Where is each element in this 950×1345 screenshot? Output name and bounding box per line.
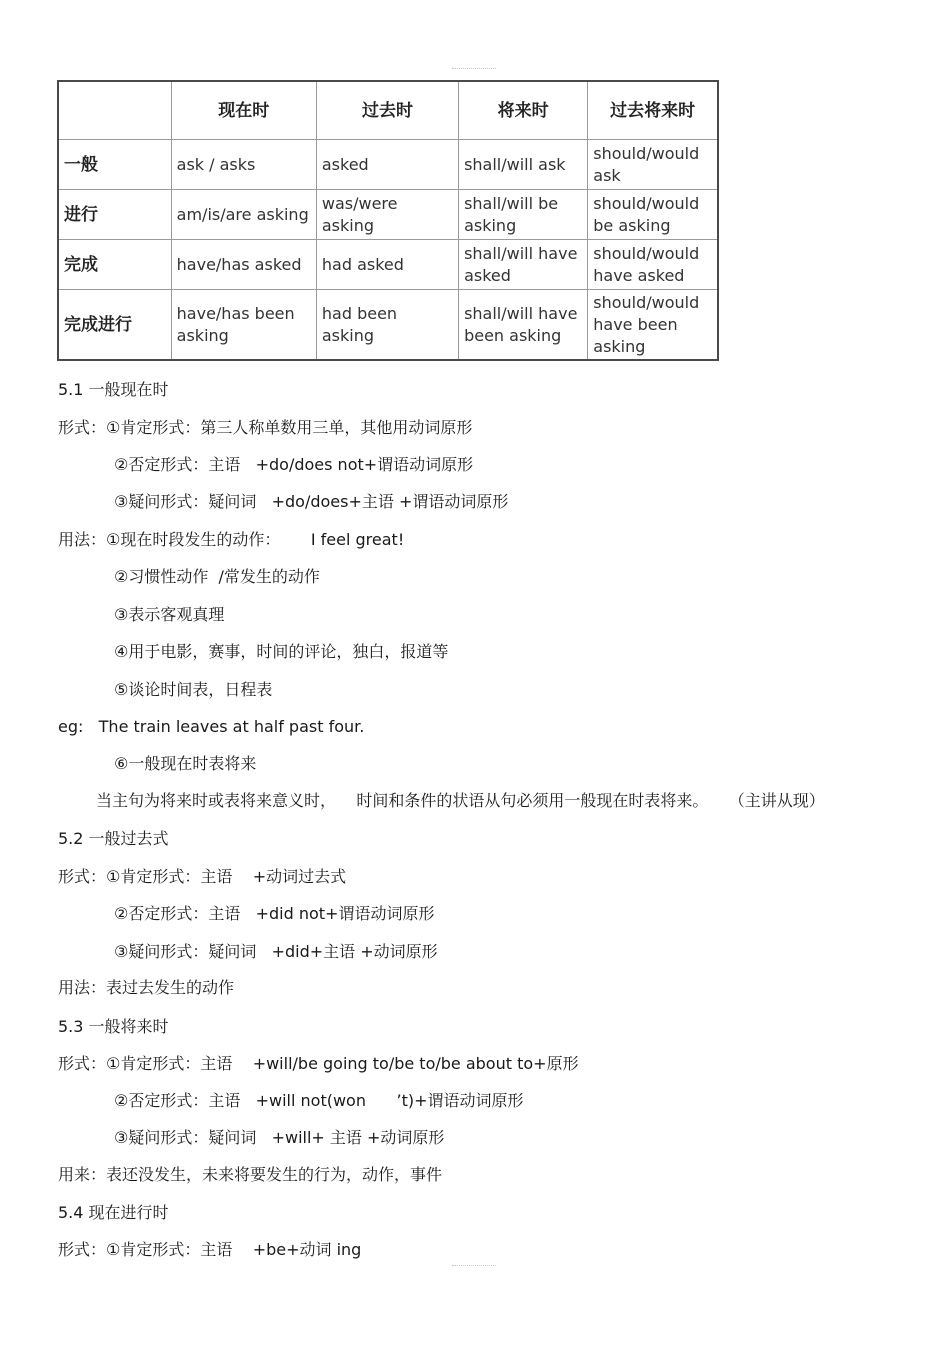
text-line: 当主句为将来时或表将来意义时， 时间和条件的状语从句必须用一般现在时表将来。 （主讲从现） (96, 791, 825, 810)
table-row (58, 240, 718, 290)
table-row (58, 140, 718, 190)
table-cell: should/would have asked (588, 240, 718, 290)
section-heading-5-2: 5.2 一般过去式 (58, 829, 169, 848)
page-marker-top (452, 68, 496, 71)
text-line: ③疑问形式：疑问词 +will+ 主语 +动词原形 (114, 1128, 445, 1147)
table-header-cell: 过去时 (316, 81, 458, 140)
text-line: ③疑问形式：疑问词 +did+主语 +动词原形 (114, 942, 438, 961)
text-line: ②否定形式：主语 +did not+谓语动词原形 (114, 904, 435, 923)
table-header-row (58, 81, 718, 140)
text-line: ③表示客观真理 (114, 605, 225, 624)
table-cell: have/has asked (171, 240, 316, 290)
row-heading: 进行 (58, 190, 171, 240)
table-cell: was/were asking (316, 190, 458, 240)
table-row (58, 190, 718, 240)
text-line: ②否定形式：主语 +do/does not+谓语动词原形 (114, 455, 474, 474)
table-cell: shall/will ask (459, 140, 588, 190)
text-line: ⑥一般现在时表将来 (114, 754, 257, 773)
text-line: 形式：①肯定形式：第三人称单数用三单，其他用动词原形 (58, 418, 473, 437)
section-heading-5-3: 5.3 一般将来时 (58, 1017, 169, 1036)
example-line: eg: The train leaves at half past four. (58, 717, 365, 736)
table-header-cell: 将来时 (459, 81, 588, 140)
table-cell: had asked (316, 240, 458, 290)
section-heading-5-4: 5.4 现在进行时 (58, 1203, 169, 1222)
tense-table (57, 80, 719, 361)
row-heading: 完成进行 (58, 290, 171, 361)
table-cell: should/would be asking (588, 190, 718, 240)
table-cell: shall/will be asking (459, 190, 588, 240)
text-line: 用法：表过去发生的动作 (58, 978, 235, 997)
table-header-cell (58, 81, 171, 140)
text-line: ④用于电影，赛事，时间的评论，独白，报道等 (114, 642, 449, 661)
table-cell: ask / asks (171, 140, 316, 190)
text-line: 用法：①现在时段发生的动作： I feel great! (58, 530, 405, 549)
text-line: ②否定形式：主语 +will not(won ’t)+谓语动词原形 (114, 1091, 524, 1110)
table-cell: asked (316, 140, 458, 190)
page-marker-bottom (452, 1265, 496, 1268)
text-line: ⑤谈论时间表，日程表 (114, 680, 273, 699)
table-cell: shall/will have asked (459, 240, 588, 290)
row-heading: 一般 (58, 140, 171, 190)
table-cell: had been asking (316, 290, 458, 361)
table-cell: should/would have been asking (588, 290, 718, 361)
table-header-cell: 现在时 (171, 81, 316, 140)
text-line: ③疑问形式：疑问词 +do/does+主语 +谓语动词原形 (114, 492, 509, 511)
text-line: 形式：①肯定形式：主语 +will/be going to/be to/be about to+原形 (58, 1054, 579, 1073)
table-header-cell: 过去将来时 (588, 81, 718, 140)
table-cell: have/has been asking (171, 290, 316, 361)
section-heading-5-1: 5.1 一般现在时 (58, 380, 169, 399)
text-line: 形式：①肯定形式：主语 +be+动词 ing (58, 1240, 362, 1259)
row-heading: 完成 (58, 240, 171, 290)
table-cell: shall/will have been asking (459, 290, 588, 361)
table-cell: am/is/are asking (171, 190, 316, 240)
table-cell: should/would ask (588, 140, 718, 190)
text-line: ②习惯性动作 /常发生的动作 (114, 567, 320, 586)
text-line: 形式：①肯定形式：主语 +动词过去式 (58, 867, 347, 886)
text-line: 用来：表还没发生，未来将要发生的行为，动作，事件 (58, 1165, 443, 1184)
table-row (58, 290, 718, 361)
